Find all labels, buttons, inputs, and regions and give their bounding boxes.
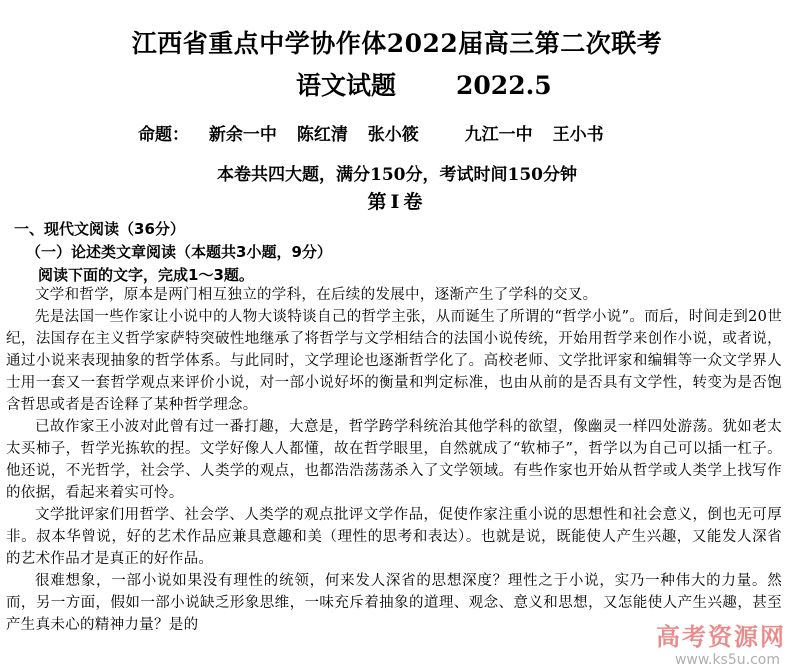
passage	[6, 284, 782, 636]
passage-paragraph: 很难想象，一部小说如果没有理性的统领，何来发人深省的思想深度？理性之于小说，实乃一种伟大的力量。然而，另一方面，假如一部小说缺乏形象思维，一味充斥着抽象的道理、观念、意义和思想，又怎能使人产生兴趣，甚至产生真未心的精神力量？是的	[6, 573, 782, 633]
author-school-2: 九江一中	[464, 125, 533, 145]
exam-date: 2022.5	[456, 71, 552, 100]
watermark-text: 高考资源网	[656, 623, 786, 651]
volume-heading: 第Ⅰ卷	[367, 191, 427, 213]
authors-line	[138, 120, 618, 145]
watermark	[584, 606, 794, 668]
passage-paragraph: 文学和哲学，原本是两门相互独立的学科，在后续的发展中，逐渐产生了学科的交叉。	[35, 287, 598, 303]
exam-info: 本卷共四大题，满分150分，考试时间150分钟	[217, 165, 577, 185]
author-name-2: 张小筱	[367, 125, 419, 145]
passage-paragraph: 先是法国一些作家让小说中的人物大谈特谈自己的哲学主张，从而诞生了所谓的“哲学小说”。而后，时间走到20世纪，法国存在主义哲学家萨特突破性地继承了将哲学与文学相结合的法国小说传统，开始用哲学来创作小说，或者说，通过小说来表现抽象的哲学体系。与此同时，文学理论也逐渐哲学化了。高校老师、文学批评家和编辑等一众文学界人士用一套又一套哲学观点来评价小说，对一部小说好坏的衡量和判定标准，也由从前的是否具有文学性，转变为是否饱含哲思或者是否诠释了某种哲学理念。	[6, 309, 782, 413]
reading-instruction: 阅读下面的文字，完成1～3题。	[38, 266, 254, 284]
passage-paragraph: 文学批评家们用哲学、社会学、人类学的观点批评文学作品，促使作家注重小说的思想性和社会意义，倒也无可厚非。叔本华曾说，好的艺术作品应兼具意趣和美（理性的思考和表达）。也就是说，既能使人产生兴趣，又能发人深省的艺术作品才是真正的好作品。	[6, 507, 782, 567]
authors-label: 命题：	[138, 125, 189, 145]
passage-paragraph: 已故作家王小波对此曾有过一番打趣，大意是，哲学跨学科统治其他学科的欲望，像幽灵一样四处游荡。犹如老太太买柿子，哲学光拣软的捏。文学好像人人都懂，故在哲学眼里，自然就成了“软柿子”，哲学以为自己可以插一杠子。他还说，不光哲学，社会学、人类学的观点，也都浩浩荡荡杀入了文学领域。有些作家也开始从哲学或人类学上找写作的依据，看起来着实可怜。	[6, 419, 782, 501]
section-heading: 一、现代文阅读（36分）	[14, 220, 185, 238]
author-name-3: 王小书	[552, 125, 604, 145]
watermark-url: www.ks5u.com	[674, 652, 780, 668]
subject-line	[296, 66, 552, 102]
author-name-1: 陈红清	[296, 125, 348, 145]
subject-title: 语文试题	[296, 71, 397, 100]
author-school-1: 新余一中	[208, 125, 277, 145]
section-subheading: （一）论述类文章阅读（本题共3小题，9分）	[26, 243, 332, 261]
exam-title: 江西省重点中学协作体2022届高三第二次联考	[131, 29, 663, 58]
